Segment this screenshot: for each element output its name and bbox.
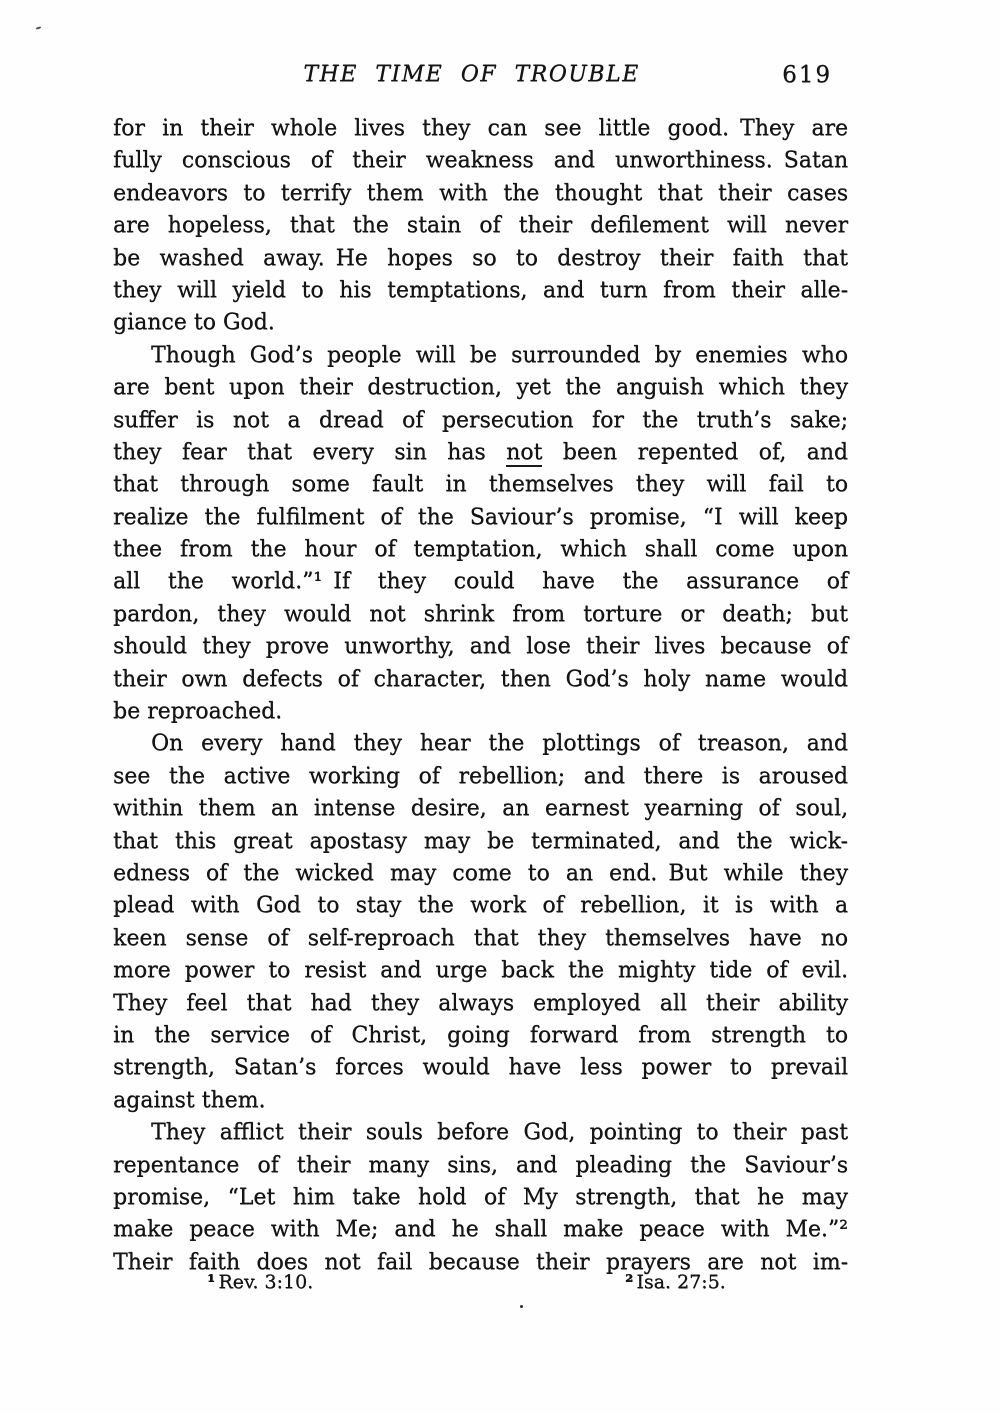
text-line: keen sense of self-reproach that they themselves have no xyxy=(113,925,848,951)
text-line: should they prove unworthy, and lose their lives because of xyxy=(113,634,848,660)
text-line: all the world.”¹ If they could have the assurance of xyxy=(113,569,848,595)
text-line: more power to resist and urge back the mighty tide of evil. xyxy=(113,958,848,984)
text-line: They feel that had they always employed all their ability xyxy=(113,990,848,1016)
text-line: fully conscious of their weakness and unworthiness. Satan xyxy=(113,148,848,174)
paragraph xyxy=(113,728,848,1117)
text-line: make peace with Me; and he shall make peace with Me.”² xyxy=(113,1217,848,1243)
text-line: be washed away. He hopes so to destroy their faith that xyxy=(113,245,848,271)
text-line: On every hand they hear the plottings of treason, and xyxy=(151,731,848,757)
page-header xyxy=(113,62,848,94)
text-line: are bent upon their destruction, yet the anguish which they xyxy=(113,375,848,401)
text-line: endeavors to terrify them with the thought that their cases xyxy=(113,180,848,206)
footnote-2-text: Isa. 27:5. xyxy=(636,1271,726,1293)
text-line: promise, “Let him take hold of My strength, that he may xyxy=(113,1184,848,1210)
running-title: THE TIME OF TROUBLE xyxy=(303,62,640,87)
paragraph xyxy=(113,113,848,340)
text-line: pardon, they would not shrink from torture or death; but xyxy=(113,601,848,627)
text-line: see the active working of rebellion; and there is aroused xyxy=(113,763,848,789)
text-line: realize the fulfilment of the Saviour’s promise, “I will keep xyxy=(113,504,848,530)
text-line: They afflict their souls before God, pointing to their past xyxy=(151,1120,848,1146)
text-line: that through some fault in themselves they will fail to xyxy=(113,472,848,498)
text-line: giance to God. xyxy=(113,310,275,336)
text-line: in the service of Christ, going forward from strength to xyxy=(113,1022,848,1048)
text-line: their own defects of character, then God’s holy name would xyxy=(113,666,848,692)
text-line: repentance of their many sins, and pleading the Saviour’s xyxy=(113,1152,848,1178)
text-line: for in their whole lives they can see little good. They are xyxy=(113,116,848,141)
text-line: edness of the wicked may come to an end. But while they xyxy=(113,860,848,886)
body-text xyxy=(113,113,848,1279)
text-line: are hopeless, that the stain of their defilement will never xyxy=(113,213,848,239)
text-line: strength, Satan’s forces would have less power to prevail xyxy=(113,1055,848,1081)
paragraph xyxy=(113,1117,848,1279)
footnote-1 xyxy=(207,1271,313,1293)
text-line: Though God’s people will be surrounded by enemies who xyxy=(151,342,848,368)
scan-speck xyxy=(520,1305,523,1308)
text-line: within them an intense desire, an earnest yearning of soul, xyxy=(113,796,848,822)
paragraph xyxy=(113,340,848,729)
footnotes-row xyxy=(113,1271,848,1297)
footnote-2-marker: ² xyxy=(625,1271,634,1293)
text-line: that this great apostasy may be terminated, and the wick- xyxy=(113,828,848,854)
text-line: plead with God to stay the work of rebellion, it is with a xyxy=(113,893,848,919)
underlined-word: not xyxy=(506,439,543,465)
footnote-1-text: Rev. 3:10. xyxy=(218,1271,314,1293)
scan-speck xyxy=(36,26,41,30)
text-line: they fear that every sin has not been repented of, and xyxy=(113,439,848,465)
text-line: be reproached. xyxy=(113,699,283,725)
footnote-2 xyxy=(625,1271,726,1293)
text-line: thee from the hour of temptation, which shall come upon xyxy=(113,537,848,563)
text-line: Their faith does not fail because their prayers are not im- xyxy=(113,1249,848,1275)
footnote-1-marker: ¹ xyxy=(207,1271,216,1293)
page-number: 619 xyxy=(782,62,832,88)
text-line: suffer is not a dread of persecution for the truth’s sake; xyxy=(113,407,848,433)
text-line: they will yield to his temptations, and turn from their alle- xyxy=(113,277,848,303)
text-line: against them. xyxy=(113,1087,266,1113)
